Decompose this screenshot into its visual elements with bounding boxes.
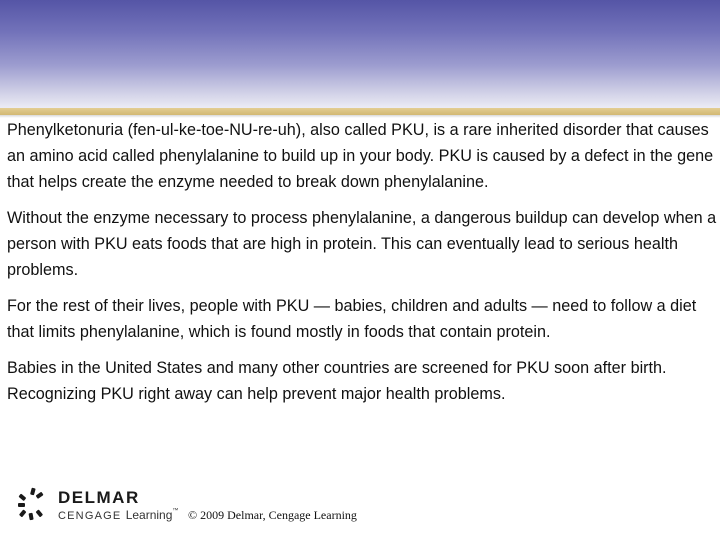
paragraph-diet: For the rest of their lives, people with PKU — babies, children and adults — need to follow a diet that limits phenylalanine, which is found mostly in foods that contain protein.: [7, 297, 697, 341]
logo-sub-learning: Learning: [125, 508, 173, 522]
logo-trademark: ™: [172, 508, 179, 514]
logo-brand-text: DELMAR: [58, 488, 140, 507]
banner-gold-rule: [0, 108, 720, 115]
logo-sub-cengage: CENGAGE: [58, 510, 122, 522]
paragraph-definition: Phenylketonuria (fen-ul-ke-toe-NU-re-uh), also called PKU, is a rare inherited disorder that causes an amino acid called phenylalanine to build up in your body. PKU is caused by a defect in the gene that helps create the enzyme needed to break down phenylalanine.: [7, 121, 714, 191]
logo-subtitle: [58, 508, 178, 522]
slide-body: [7, 117, 719, 417]
paragraph-screening: Babies in the United States and many other countries are screened for PKU soon after birth. Recognizing PKU right away can help prevent major health problems.: [7, 359, 667, 403]
title-banner: [0, 0, 720, 108]
copyright-notice: © 2009 Delmar, Cengage Learning: [188, 508, 357, 522]
paragraph-enzyme: Without the enzyme necessary to process phenylalanine, a dangerous buildup can develop when a person with PKU eats foods that are high in protein. This can eventually lead to serious health problems.: [7, 209, 717, 279]
footer: [18, 486, 418, 526]
delmar-burst-logo-icon: [18, 486, 48, 522]
